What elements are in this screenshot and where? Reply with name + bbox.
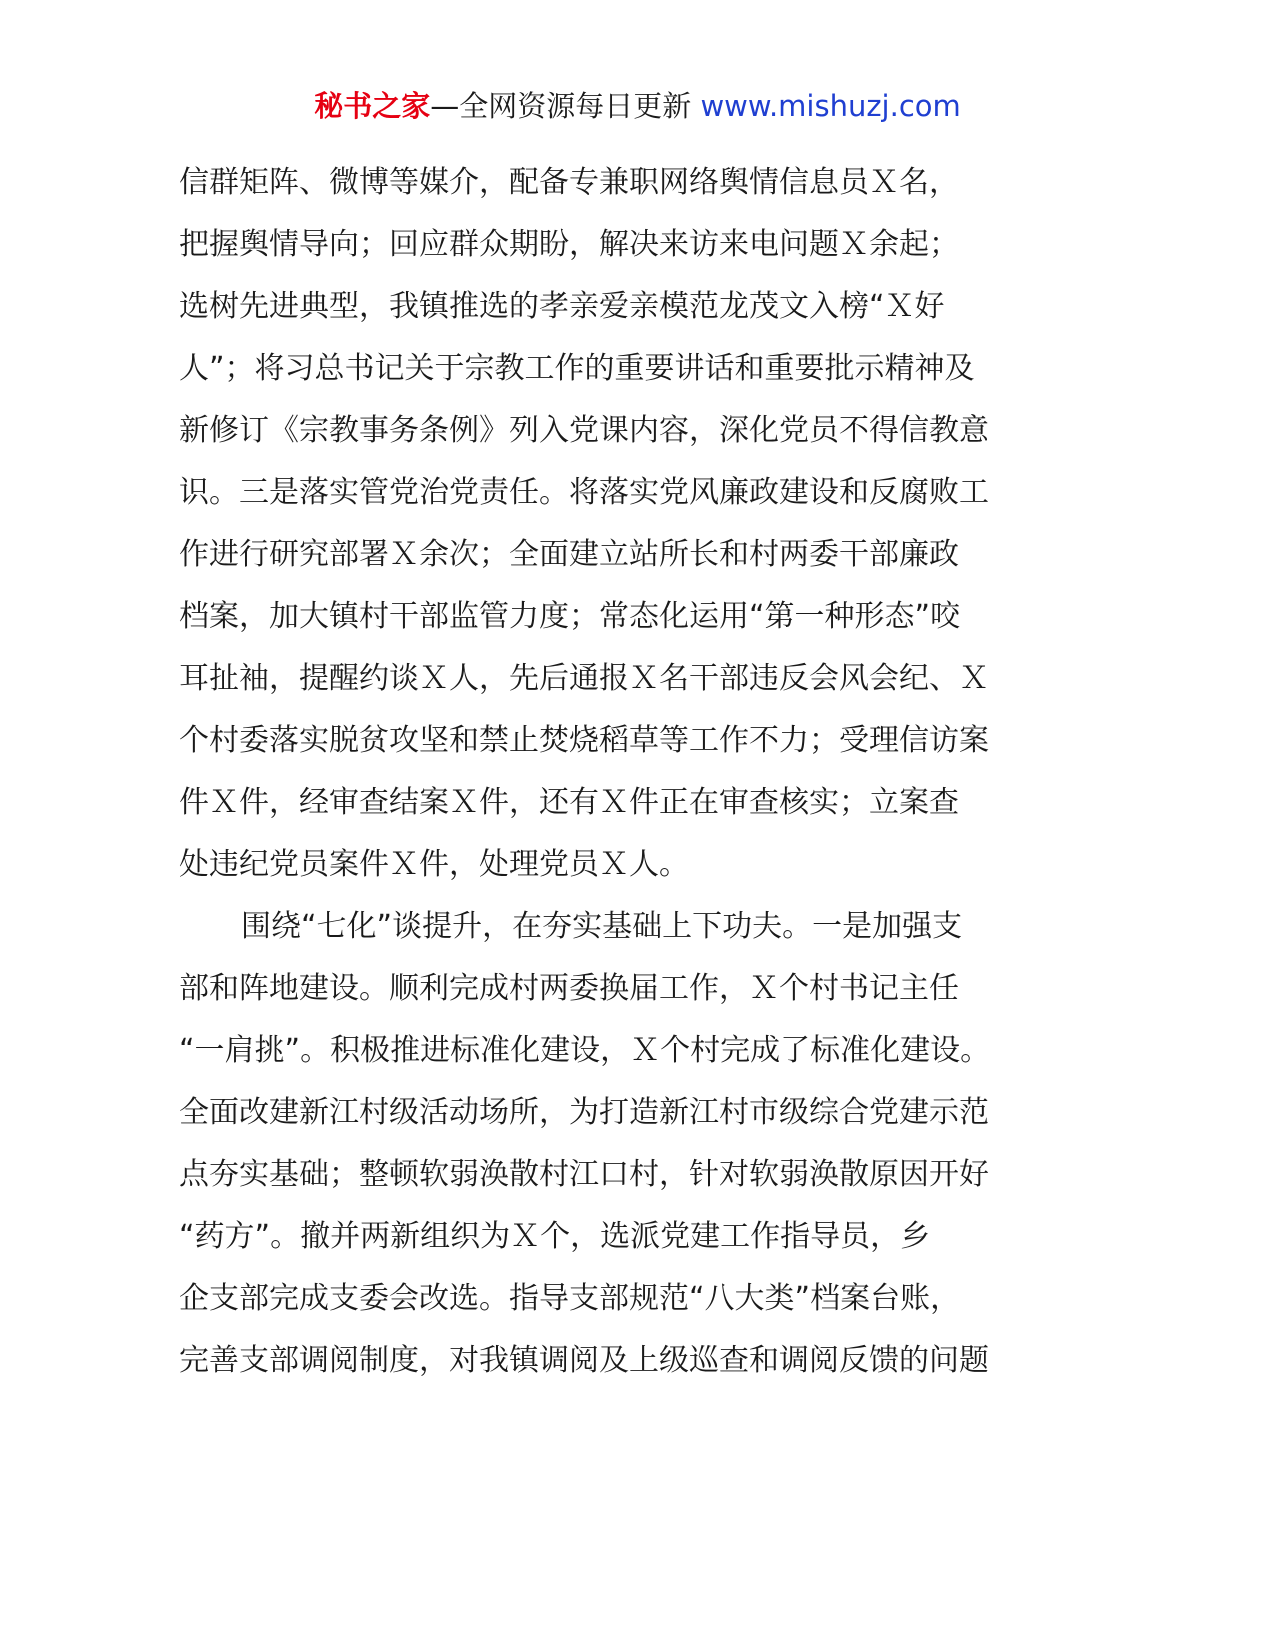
text-line: 处违纪党员案件Ｘ件，处理党员Ｘ人。 (179, 847, 689, 882)
brand-name: 秘书之家 (314, 89, 431, 123)
paragraph-start-line: 围绕“七化”谈提升，在夯实基础上下功夫。一是加强支 (241, 909, 963, 944)
site-url-link[interactable]: www.mishuzj.com (700, 89, 961, 123)
text-line: 新修订《宗教事务条例》列入党课内容，深化党员不得信教意 (179, 413, 989, 448)
text-line: 企支部完成支委会改选。指导支部规范“八大类”档案台账， (179, 1281, 961, 1316)
text-line: 件Ｘ件，经审查结案Ｘ件，还有Ｘ件正在审查核实；立案查 (179, 785, 959, 820)
text-line: 档案，加大镇村干部监管力度；常态化运用“第一种形态”咬 (179, 599, 961, 634)
text-line: “一肩挑”。积极推进标准化建设，Ｘ个村完成了标准化建设。 (179, 1033, 991, 1068)
text-line: 信群矩阵、微博等媒介，配备专兼职网络舆情信息员Ｘ名， (179, 165, 959, 200)
page-header (0, 84, 1275, 128)
text-line: “药方”。撤并两新组织为Ｘ个，选派党建工作指导员，乡 (179, 1219, 931, 1254)
text-line: 作进行研究部署Ｘ余次；全面建立站所长和村两委干部廉政 (179, 537, 959, 572)
text-line: 部和阵地建设。顺利完成村两委换届工作，Ｘ个村书记主任 (179, 971, 959, 1006)
text-line: 把握舆情导向；回应群众期盼，解决来访来电问题Ｘ余起； (179, 227, 959, 262)
header-tagline: —全网资源每日更新 (430, 89, 692, 123)
text-line: 识。三是落实管党治党责任。将落实党风廉政建设和反腐败工 (179, 475, 989, 510)
text-line: 全面改建新江村级活动场所，为打造新江村市级综合党建示范 (179, 1095, 989, 1130)
text-line: 完善支部调阅制度，对我镇调阅及上级巡查和调阅反馈的问题 (179, 1343, 989, 1378)
text-line: 人”；将习总书记关于宗教工作的重要讲话和重要批示精神及 (179, 351, 975, 386)
text-line: 选树先进典型，我镇推选的孝亲爱亲模范龙茂文入榜“Ｘ好 (179, 289, 945, 324)
text-line: 个村委落实脱贫攻坚和禁止焚烧稻草等工作不力；受理信访案 (179, 723, 989, 758)
text-line: 点夯实基础；整顿软弱涣散村江口村，针对软弱涣散原因开好 (179, 1157, 989, 1192)
document-body (179, 152, 1069, 1392)
text-line: 耳扯袖，提醒约谈Ｘ人，先后通报Ｘ名干部违反会风会纪、Ｘ (179, 661, 989, 696)
